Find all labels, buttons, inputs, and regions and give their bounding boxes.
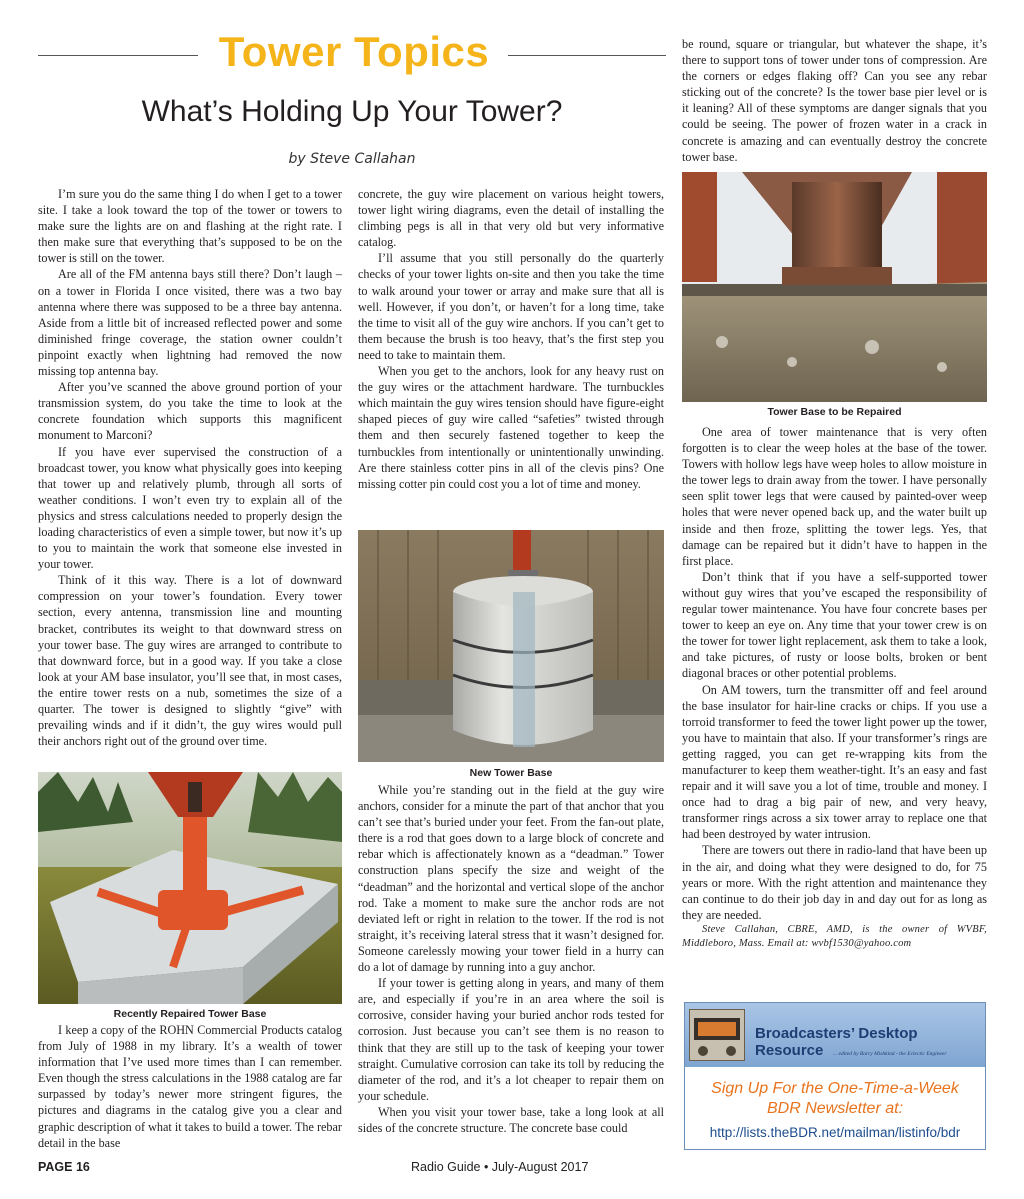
column-3 — [682, 36, 987, 165]
publication-info: Radio Guide • July-August 2017 — [411, 1160, 589, 1174]
article-byline: by Steve Callahan — [288, 151, 416, 167]
paragraph: concrete, the guy wire placement on various height towers, tower light wiring diagrams, even the detail of installing the climbing pegs is all in that very old but very informative catalog. — [358, 187, 664, 250]
paragraph: If you have ever supervised the construction of a broadcast tower, you know what physically goes into keeping that tower up and relatively plumb, through all sorts of weather conditions. I won’t even try to explain all of the physics and stress calculations needed to properly design the loading characteristics of even a simple tower, but now it’s up to you to maintain the work that someone else invested in your tower. — [38, 444, 342, 572]
paragraph: There are towers out there in radio-land that have been up in the air, and doing what they were designed to do, for 75 years or more. With the right attention and maintenance they can continue to do their job day in and day out for as long as they are needed. — [682, 843, 987, 922]
page-number: PAGE 16 — [38, 1160, 90, 1174]
section-title: Tower Topics — [218, 28, 490, 75]
bdr-banner-title: Broadcasters’ Desktop Resource — [755, 1025, 918, 1059]
column-3-continued — [682, 424, 987, 951]
column-2-continued — [358, 782, 664, 1136]
paragraph: I keep a copy of the ROHN Commercial Products catalog from July of 1988 in my library. It’s a wealth of tower information that I’ve used more times than I can remember. Even though the stress calculations in the 1988 catalog are far surpassed by today’s newer more stringent figures, the pictures and diagrams in the catalog give you a clear and graphic description of what it takes to build a tower. The rebar detail in the base — [38, 1023, 342, 1150]
paragraph: Think of it this way. There is a lot of downward compression on your tower’s foundation. Every tower section, every antenna, transmission line and mounting bracket, contributes its weight to that downward stress on your tower base. The guy wires are arranged to contribute to that downward force, but in a good way. If you take a close look at your AM base insulator, you’ll see that, in most cases, the entire tower rests on a nub, sometimes the size of a quarter. The tower is designed to slightly “give” with prevailing winds and if it didn’t, the guy wires would pull their anchors right out of the ground over time. — [38, 573, 342, 749]
photo-caption: Tower Base to be Repaired — [767, 406, 902, 418]
vintage-radio-icon — [689, 1009, 745, 1061]
photo-caption: Recently Repaired Tower Base — [113, 1008, 267, 1020]
bdr-newsletter-ad[interactable] — [684, 1002, 986, 1150]
paragraph: One area of tower maintenance that is very often forgotten is to clear the weep holes at the base of the tower. Towers with hollow legs have weep holes to allow moisture in the tower legs to drain away from the tower. I have personally seen split tower legs that were caused by painted-over weep holes that were never opened back up, and the water built up inside and then froze, splitting the tower legs. Yes, that damage can be repaired but it didn’t have to happen in the first place. — [682, 425, 987, 568]
section-header — [38, 26, 666, 82]
paragraph: If your tower is getting along in years, and many of them are, and especially if you’re in an area where the soil is corrosive, consider having your buried anchor rods tested for corrosion. Just because you can’t see them is no reason to think that they are still up to the task of keeping your tower straight. Cumulative corrosion can take its toll by reducing the diameter of the rod, and it’s a lot cheaper to repair them on your schedule. — [358, 976, 664, 1103]
paragraph: While you’re standing out in the field at the guy wire anchors, consider for a minute the part of that anchor that you can’t see that’s buried under your feet. From the fan-out plate, there is a rod that goes down to a large block of concrete and rebar which is affectionately known as a “deadman.” Tower construction plans specify the size and weight of the “deadman” and the horizontal and vertical slope of the anchor rod. Take a moment to make sure the anchor rods are not deviated left or right in relation to the tower. If the rod is not straight, it’s receiving lateral stress that it wasn’t designed for. Someone carelessly mowing your tower field in a hurry can do a lot of damage by running into a guy anchor. — [358, 783, 664, 975]
bdr-banner — [685, 1003, 985, 1067]
paragraph: Are all of the FM antenna bays still there? Don’t laugh – on a tower in Florida I once visited, there was a two bay antenna where there was supposed to be a three bay antenna. Aside from a little bit of increased reflected power and some diminished fringe coverage, the station owner couldn’t pinpoint exactly when lightning had removed the now missing top antenna bay. — [38, 267, 342, 379]
column-1 — [38, 186, 342, 749]
bdr-signup-link[interactable]: http://lists.theBDR.net/mailman/listinfo/bdr — [709, 1125, 961, 1140]
paragraph: After you’ve scanned the above ground portion of your transmission system, do you take the time to look at the concrete foundation which supports this magnificent monument to Marconi? — [38, 380, 342, 443]
article-headline: What’s Holding Up Your Tower? — [141, 95, 563, 128]
paragraph: I’ll assume that you still personally do the quarterly checks of your tower lights on-site and then you take the time to walk around your tower or array and make sure that all is well. However, if you don’t, or haven’t for a long time, take the time to visit all of the guy wire anchors. If you can’t get to them because the brush is too heavy, that’s the first step you need to take to maintain them. — [358, 251, 664, 362]
column-2 — [358, 186, 664, 492]
header-rule-left — [38, 55, 198, 56]
paragraph: be round, square or triangular, but whatever the shape, it’s there to support tons of tower under tons of compression. Are the corners or edges flaking off? Can you see any rebar sticking out of the concrete? Is the tower base pier level or is it leaning? All of these symptoms are danger signals that you could be seeing. The power of frozen water in a crack in concrete is amazing and can eventually destroy the concrete tower base. — [682, 37, 987, 164]
photo-tower-base-to-be-repaired — [682, 172, 987, 402]
photo-recently-repaired-tower-base — [38, 772, 342, 1004]
paragraph: When you get to the anchors, look for any heavy rust on the guy wires or the attachment hardware. The turnbuckles which maintain the guy wires tension should have figure-eight shaped pieces of guy wire called “safeties” twisted through them and then securely fastened together to keep the turnbuckles from intentionally or unintentionally unwinding. Are there stainless cotter pins in all of the clevis pins? One missing cotter pin could cost you a lot of time and money. — [358, 364, 664, 491]
paragraph: On AM towers, turn the transmitter off and feel around the base insulator for hair-line cracks or chips. If you use a torroid transformer to feed the tower light power up the tower, you have to maintain that also. If your transformer’s rings are getting ragged, you can get re-wrapping kits from the manufacturer to keep them weather-tight. It’s an easy and fast repair and it will save you a lot of time, trouble and money. I once had to drag a big pair of new, and very heavy, transformer rings across a six tower array to replace one that had been destroyed by water intrusion. — [682, 682, 987, 842]
photo-new-tower-base — [358, 530, 664, 762]
paragraph: When you visit your tower base, take a long look at all sides of the concrete structure. The concrete base could — [358, 1104, 664, 1135]
bdr-signup-text — [685, 1079, 985, 1119]
bdr-signup-line: Sign Up For the One-Time-a-Week — [711, 1080, 959, 1097]
column-1-continued — [38, 1022, 342, 1151]
author-note: Steve Callahan, CBRE, AMD, is the owner of WVBF, Middleboro, Mass. Email at: wvbf1530@yahoo.com — [682, 923, 987, 949]
paragraph: Don’t think that if you have a self-supported tower without guy wires that you’ve escaped the responsibility of regular tower maintenance. You have four concrete bases per tower to keep an eye on. Any time that your tower crew is on the tower for tower light replacement, ask them to take a look, and take pictures, of rusty or loose bolts, broken or bent diagonal braces or other potential problems. — [682, 569, 987, 681]
header-rule-right — [508, 55, 666, 56]
photo-caption: New Tower Base — [469, 767, 553, 779]
paragraph: I’m sure you do the same thing I do when I get to a tower site. I take a look toward the top of the tower or towers to make sure the lights are on and flashing at the right rate. I then make sure that everything that’s supposed to be on the tower is still on the tower. — [38, 187, 342, 266]
bdr-banner-subtitle: ... edited by Barry Mishkind - the Eclectic Engineer — [833, 1051, 947, 1057]
bdr-signup-line: BDR Newsletter at: — [766, 1100, 904, 1117]
